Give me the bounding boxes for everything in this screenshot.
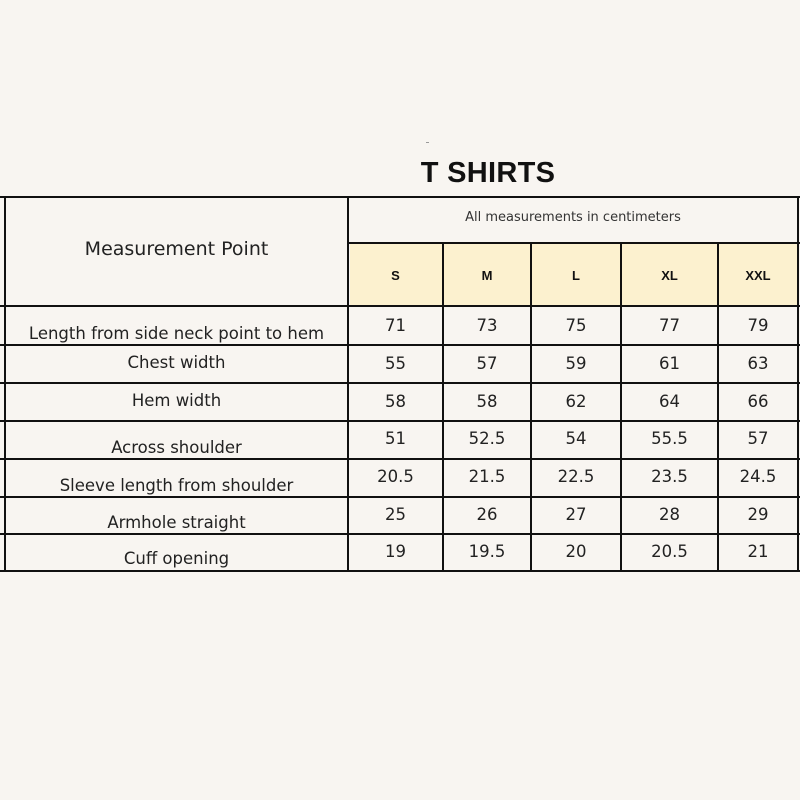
cell-value: 20.5 xyxy=(651,542,688,561)
cell-value: 75 xyxy=(565,316,587,335)
row-label: Length from side neck point to hem xyxy=(28,324,325,343)
units-note: All measurements in centimeters xyxy=(465,210,681,225)
page-title: T SHIRTS xyxy=(420,157,556,189)
note-divider xyxy=(348,242,800,244)
measurement-point-header: Measurement Point xyxy=(84,238,269,260)
row-divider xyxy=(0,458,800,460)
cell-value: 21.5 xyxy=(468,467,506,486)
cell-value: 63 xyxy=(747,354,769,373)
row-label: Hem width xyxy=(131,391,222,410)
cell-value: 71 xyxy=(385,316,406,335)
row-divider xyxy=(0,344,800,346)
cell-value: 55.5 xyxy=(651,429,688,448)
cell-value: 54 xyxy=(565,429,587,448)
cell-value: 61 xyxy=(659,354,680,373)
cell-value: 20 xyxy=(565,542,587,561)
cell-value: 64 xyxy=(659,392,680,411)
row-label: Armhole straight xyxy=(107,513,246,532)
size-label-m: M xyxy=(481,268,493,283)
row-divider xyxy=(0,533,800,535)
cell-value: 58 xyxy=(476,392,498,411)
cell-value: 24.5 xyxy=(739,467,777,486)
cell-value: 23.5 xyxy=(651,467,688,486)
row-divider xyxy=(0,382,800,384)
row-label: Chest width xyxy=(127,353,226,372)
size-label-xl: XL xyxy=(661,268,678,283)
cell-value: 57 xyxy=(747,429,769,448)
size-label-s: S xyxy=(391,268,400,283)
cell-value: 59 xyxy=(565,354,587,373)
row-divider xyxy=(0,420,800,422)
cell-value: 62 xyxy=(565,392,587,411)
size-label-l: L xyxy=(572,268,580,283)
cell-value: 29 xyxy=(747,505,769,524)
row-divider xyxy=(0,496,800,498)
cell-value: 19.5 xyxy=(468,542,506,561)
row-label: Cuff opening xyxy=(123,549,230,568)
cell-value: 55 xyxy=(385,354,406,373)
cell-value: 52.5 xyxy=(468,429,506,448)
cell-value: 26 xyxy=(476,505,498,524)
cell-value: 66 xyxy=(747,392,769,411)
cell-value: 20.5 xyxy=(377,467,414,486)
row-label: Sleeve length from shoulder xyxy=(59,476,294,495)
table-border-top xyxy=(0,196,800,198)
stray-mark xyxy=(426,142,429,143)
table-border-bottom xyxy=(0,570,800,572)
cell-value: 27 xyxy=(565,505,587,524)
cell-value: 22.5 xyxy=(557,467,595,486)
header-divider xyxy=(0,305,800,307)
cell-value: 19 xyxy=(385,542,406,561)
row-label: Across shoulder xyxy=(111,438,242,457)
table-border-right xyxy=(797,196,799,572)
size-label-xxl: XXL xyxy=(745,268,771,283)
cell-value: 51 xyxy=(385,429,406,448)
cell-value: 79 xyxy=(747,316,769,335)
cell-value: 57 xyxy=(476,354,498,373)
cell-value: 21 xyxy=(747,542,769,561)
cell-value: 25 xyxy=(385,505,406,524)
cell-value: 28 xyxy=(659,505,680,524)
cell-value: 73 xyxy=(476,316,498,335)
cell-value: 77 xyxy=(659,316,680,335)
cell-value: 58 xyxy=(385,392,406,411)
